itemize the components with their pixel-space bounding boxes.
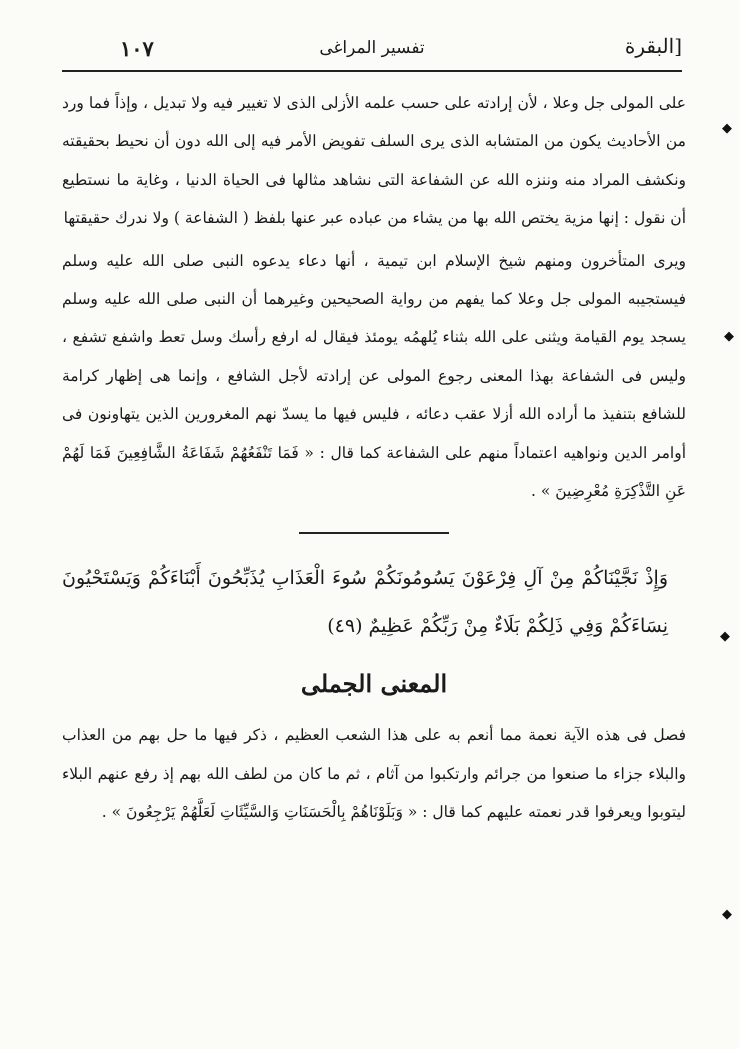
- surah-name: البقرة]: [624, 34, 682, 58]
- commentary-paragraph: ويرى المتأخرون ومنهم شيخ الإسلام ابن تيمية ، أنها دعاء يدعوه النبى صلى الله عليه وسلم فيستجيبه المولى جل وعلا كما يفهم من رواية الصحيحين وغيرهما أن النبى صلى الله عليه وسلم يسجد يوم القيامة ويثنى على الله بثناء يُلهمُه يومئذ فيقال له ارفع رأسك وسل تعط واشفع تشفع ، وليس فى الشفاعة بهذا المعنى رجوع المولى عن إرادته لأجل الشافع ، وإنما هى إظهار كرامة للشافع بتنفيذ ما أراده الله أزلا عقب دعائه ، فليس فيها ما يسدّ نهم المغرورين الذين يتهاونون فى أوامر الدين ونواهيه اعتماداً منهم على الشفاعة كما قال : « فَمَا تَنْفَعُهُمْ شَفَاعَةُ الشَّافِعِينَ فَمَا لَهُمْ عَنِ التَّذْكِرَةِ مُعْرِضِينَ » .: [62, 251, 686, 501]
- section-divider: [299, 532, 449, 534]
- page-body: [62, 84, 686, 836]
- summary-paragraph: فصل فى هذه الآية نعمة مما أنعم به على هذا الشعب العظيم ، ذكر فيها ما حل بهم من العذاب والبلاء جزاء ما صنعوا من جرائم وارتكبوا من آثام ، ثم ما كان من لطف الله بهم إذ رفع عنهم البلاء ليتوبوا ويعرفوا قدر نعمته عليهم كما قال : « وَبَلَوْنَاهُمْ بِالْحَسَنَاتِ وَالسَّيِّئَاتِ لَعَلَّهُمْ يَرْجِعُونَ » .: [62, 726, 686, 822]
- page-number: ١٠٧: [120, 36, 154, 61]
- scan-speck: ◆: [720, 629, 730, 644]
- section-heading: المعنى الجملى: [300, 669, 448, 699]
- scan-speck: ◆: [724, 329, 734, 344]
- scan-speck: ◆: [722, 121, 732, 136]
- commentary-paragraph: على المولى جل وعلا ، لأن إرادته على حسب علمه الأزلى الذى لا تغيير فيه ولا تبديل ، وإذاً فما ورد من الأحاديث يكون من المتشابه الذى يرى السلف تفويض الأمر فيه إلى الله دون أن نحيط بحقيقته ونكشف المراد منه وننزه الله عن الشفاعة التى نشاهد مثالها فى الحياة الدنيا ، وغاية ما نستطيع أن نقول : إنها مزية يختص الله بها من يشاء من عباده عبر عنها بلفظ ( الشفاعة ) ولا ندرك حقيقتها: [62, 94, 686, 228]
- book-title: تفسير المراغى: [319, 38, 425, 58]
- page-header: [62, 30, 682, 72]
- quran-verse: وَإِذْ نَجَّيْنَاكُمْ مِنْ آلِ فِرْعَوْنَ يَسُومُونَكُمْ سُوءَ الْعَذَابِ يُذَبِّحُونَ أَبْنَاءَكُمْ وَيَسْتَحْيُونَ نِسَاءَكُمْ وَفِي ذَلِكُمْ بَلَاءٌ مِنْ رَبِّكُمْ عَظِيمٌ (٤٩): [62, 567, 668, 638]
- scan-speck: ◆: [722, 907, 732, 922]
